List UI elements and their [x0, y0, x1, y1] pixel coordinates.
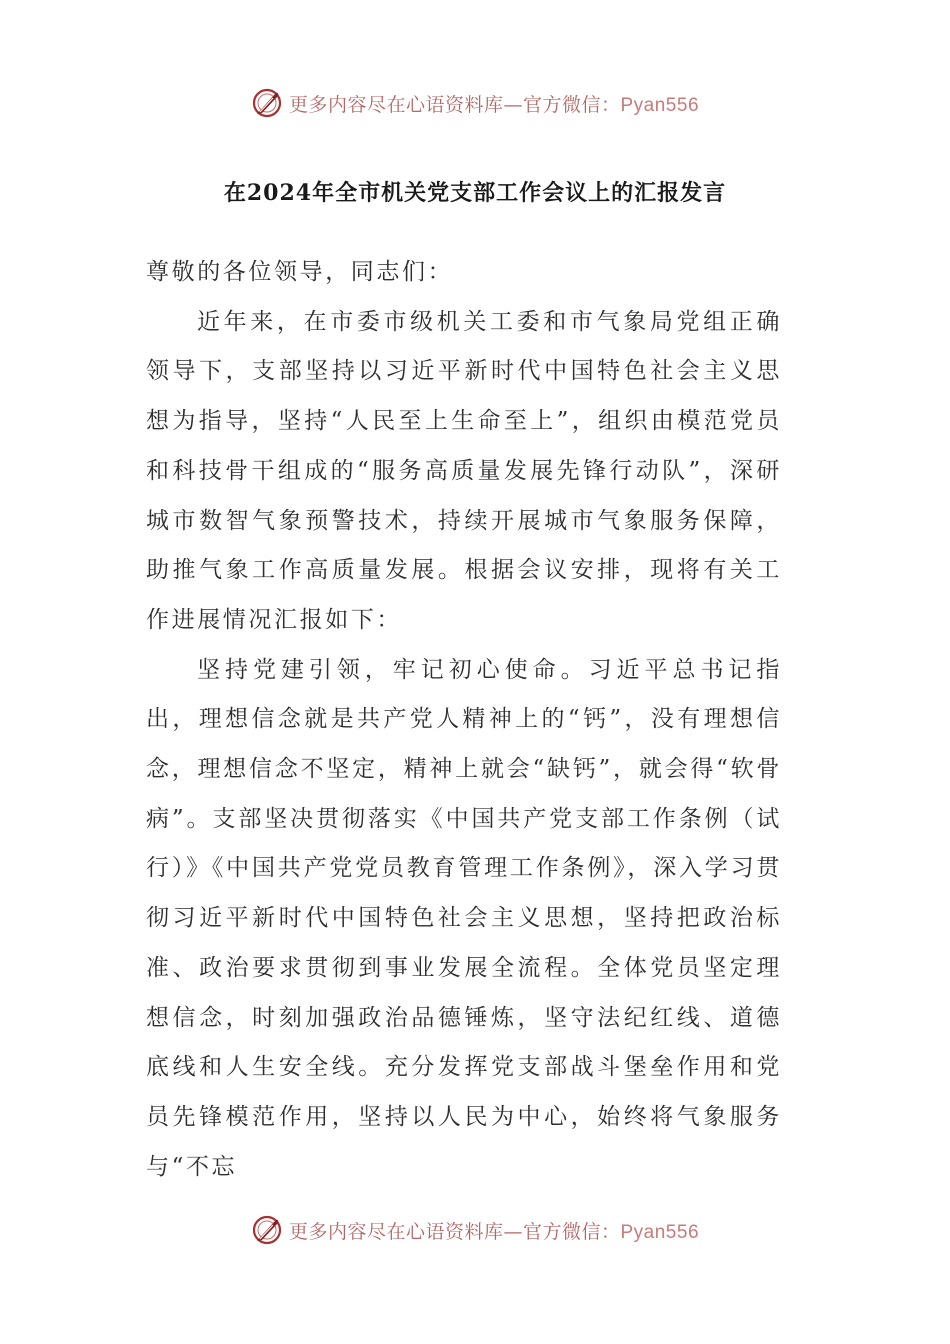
salutation: 尊敬的各位领导，同志们：	[146, 259, 454, 285]
paragraph-party-leadership: 坚持党建引领，牢记初心使命。习近平总书记指出，理想信念就是共产党人精神上的“钙”，没有理想信念，理想信念不坚定，精神上就会“缺钙”，就会得“软骨病”。支部坚决贯彻落实《中国共产党支部工作条例（试行）》《中国共产党党员教育管理工作条例》，深入学习贯彻习近平新时代中国特色社会主义思想，坚持把政治标准、政治要求贯彻到事业发展全流程。全体党员坚定理想信念，时刻加强政治品德锤炼，坚守法纪红线、道德底线和人生安全线。充分发挥党支部战斗堡垒作用和党员先锋模范作用，坚持以人民为中心，始终将气象服务与“不忘	[146, 656, 782, 1180]
paragraph-intro: 近年来，在市委市级机关工委和市气象局党组正确领导下，支部坚持以习近平新时代中国特色社会主义思想为指导，坚持“人民至上生命至上”，组织由模范党员和科技骨干组成的“服务高质量发展先锋行动队”，深研城市数智气象预警技术，持续开展城市气象服务保障，助推气象工作高质量发展。根据会议安排，现将有关工作进展情况汇报如下：	[146, 308, 782, 633]
quill-seal-icon	[251, 87, 283, 119]
wechat-id: Pyan556	[620, 94, 700, 116]
page-title: 在2024年全市机关党支部工作会议上的汇报发言	[223, 180, 727, 206]
wechat-id: Pyan556	[620, 1221, 700, 1243]
watermark-banner-top	[0, 83, 950, 123]
quill-seal-icon	[251, 1214, 283, 1246]
document-body	[146, 248, 782, 1192]
watermark-banner-bottom	[0, 1210, 950, 1250]
watermark-text: 更多内容尽在心语资料库—官方微信：Pyan556	[288, 1220, 700, 1243]
watermark-text: 更多内容尽在心语资料库—官方微信：Pyan556	[288, 93, 700, 116]
